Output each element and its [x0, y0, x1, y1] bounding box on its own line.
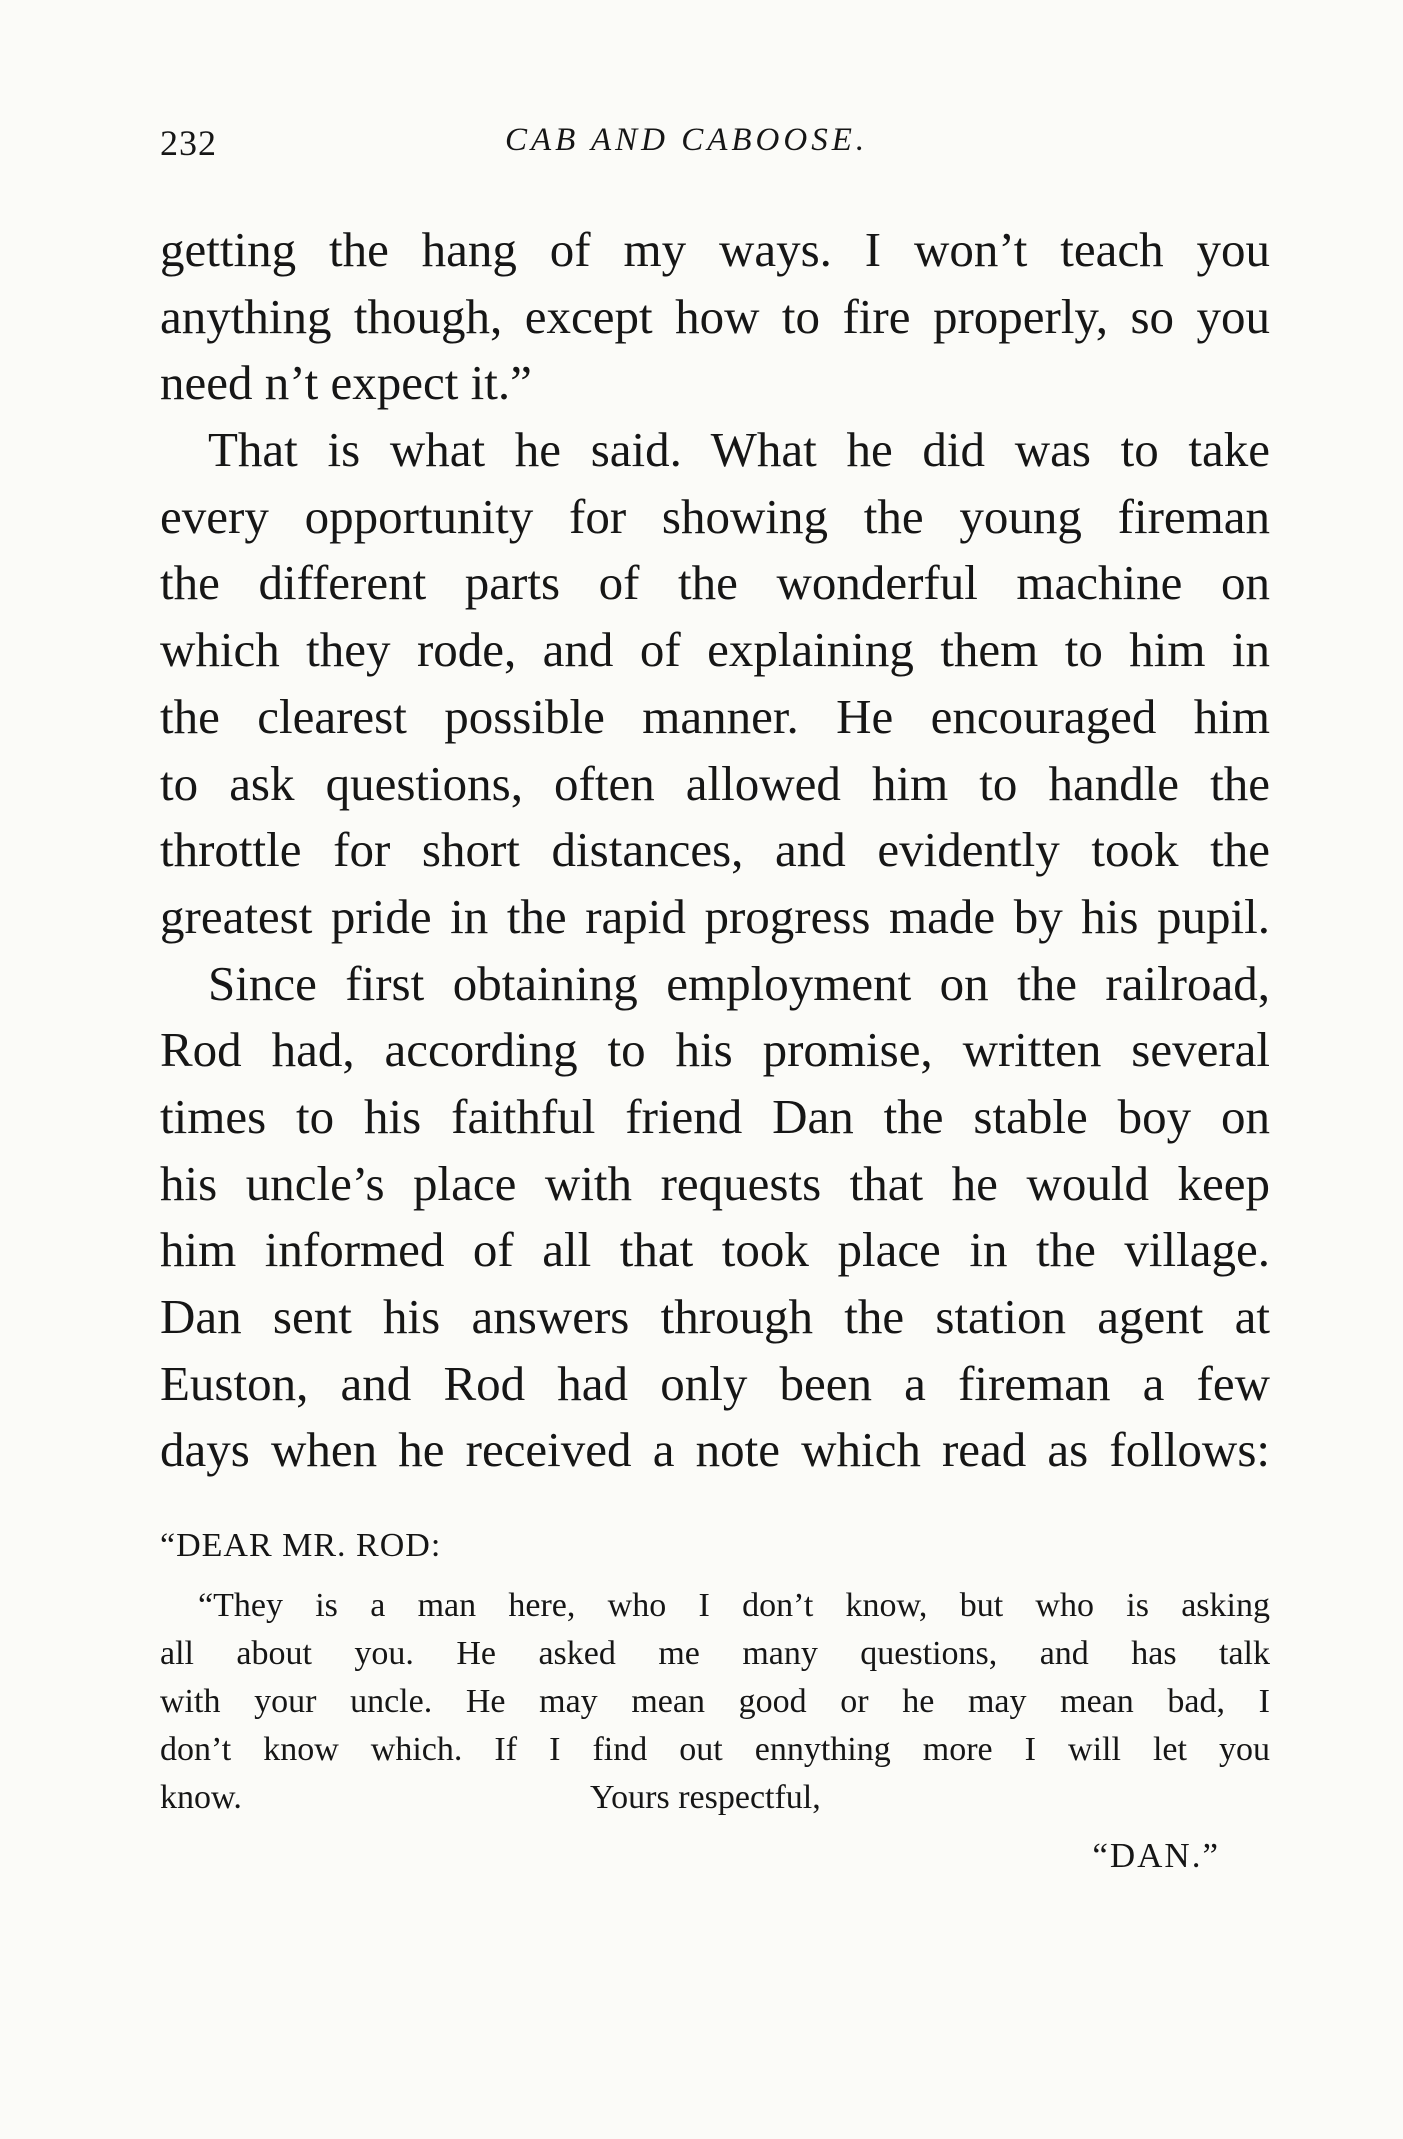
text-line: throttle for short distances, and evidently took the: [160, 822, 1270, 878]
text-line: him informed of all that took place in the village.: [160, 1222, 1270, 1278]
text-line: Dan sent his answers through the station agent at: [160, 1289, 1270, 1344]
text-line: Rod had, according to his promise, written several: [160, 1022, 1270, 1078]
text-line: days when he received a note which read as follows:: [160, 1422, 1270, 1478]
letter-closing-phrase: Yours respectful,: [590, 1779, 821, 1816]
text-line: the clearest possible manner. He encouraged him: [160, 688, 1270, 744]
text-line: anything though, except how to fire properly, so you: [160, 288, 1270, 344]
text-line: which they rode, and of explaining them to him in: [160, 622, 1270, 678]
page-header: [160, 122, 1270, 166]
text-line: times to his faithful friend Dan the stable boy on: [160, 1088, 1270, 1144]
text-line: greatest pride in the rapid progress made by his pupil.: [160, 888, 1270, 944]
body-text: [160, 217, 1270, 1484]
text-line: to ask questions, often allowed him to handle the: [160, 755, 1270, 811]
page-number: 232: [160, 123, 217, 163]
paragraph-start-line: Since first obtaining employment on the railroad,: [208, 955, 1270, 1011]
letter-line: all about you. He asked me many questions, and has talk: [160, 1635, 1270, 1672]
quoted-letter: [160, 1522, 1270, 1878]
text-line: Euston, and Rod had only been a fireman a few: [160, 1355, 1270, 1411]
letter-signature-row: [160, 1822, 1270, 1878]
text-line: his uncle’s place with requests that he would keep: [160, 1155, 1270, 1211]
text-line: every opportunity for showing the young fireman: [160, 488, 1270, 544]
letter-signature: “DAN.”: [1092, 1836, 1220, 1875]
letter-line: “They is a man here, who I don’t know, but who is asking: [198, 1587, 1270, 1624]
text-line: the different parts of the wonderful machine on: [160, 555, 1270, 611]
text-line: need n’t expect it.”: [160, 355, 532, 411]
letter-closing-row: [160, 1774, 1270, 1822]
letter-line: don’t know which. If I find out ennything more I will let you: [160, 1731, 1270, 1768]
running-head: CAB AND CABOOSE.: [505, 122, 869, 158]
paragraph-start-line: That is what he said. What he did was to take: [208, 422, 1270, 478]
letter-line: with your uncle. He may mean good or he may mean bad, I: [160, 1683, 1270, 1720]
text-line: getting the hang of my ways. I won’t teach you: [160, 222, 1270, 277]
letter-salutation: “DEAR MR. ROD:: [160, 1527, 442, 1564]
letter-closing-word: know.: [160, 1779, 242, 1816]
